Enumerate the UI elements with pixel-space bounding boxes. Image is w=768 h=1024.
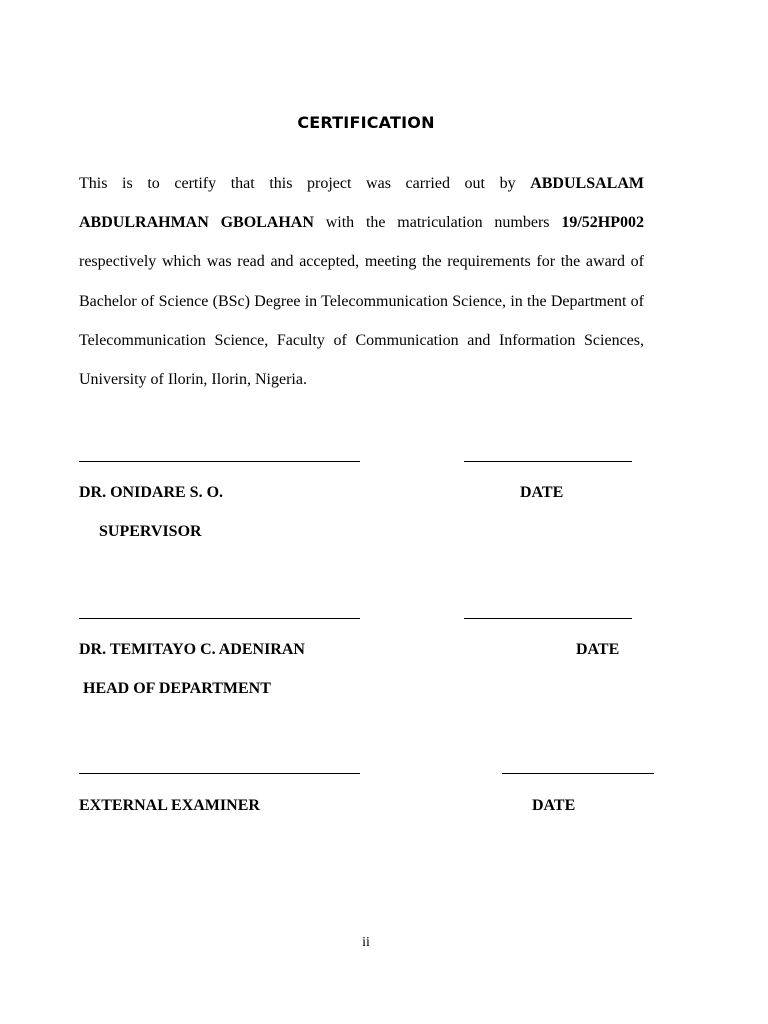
supervisor-date-label: DATE xyxy=(520,484,564,501)
student-name: ABDULSALAM ABDULRAHMAN GBOLAHAN xyxy=(79,175,644,232)
paragraph-mid: with the matriculation numbers xyxy=(313,214,562,232)
hod-signature-line xyxy=(79,618,360,619)
hod-role: HEAD OF DEPARTMENT xyxy=(83,680,271,697)
examiner-name: EXTERNAL EXAMINER xyxy=(79,797,260,814)
paragraph-rest: respectively which was read and accepted, meeting the requirements for the award of Bachelor of Science (BSc) Degree in Telecommunication Science, in the Department of Telecommunication Science, Faculty of Communication and Information Sciences, University of Ilorin, Ilorin, Nigeria. xyxy=(79,253,644,389)
paragraph-intro: This is to certify that this project was carried out by xyxy=(79,175,531,192)
hod-date-line xyxy=(464,618,632,619)
supervisor-signature-line xyxy=(79,461,360,462)
supervisor-date-line xyxy=(464,461,632,462)
examiner-signature-line xyxy=(79,773,360,774)
supervisor-role: SUPERVISOR xyxy=(99,523,202,540)
page-title: CERTIFICATION xyxy=(297,113,435,132)
examiner-date-label: DATE xyxy=(532,797,576,814)
hod-name: DR. TEMITAYO C. ADENIRAN xyxy=(79,641,305,658)
examiner-date-line xyxy=(502,773,654,774)
matric-number: 19/52HP002 xyxy=(561,214,644,232)
certification-paragraph xyxy=(79,164,644,399)
hod-date-label: DATE xyxy=(576,641,620,658)
page-number: ii xyxy=(362,935,370,950)
supervisor-name: DR. ONIDARE S. O. xyxy=(79,484,224,501)
